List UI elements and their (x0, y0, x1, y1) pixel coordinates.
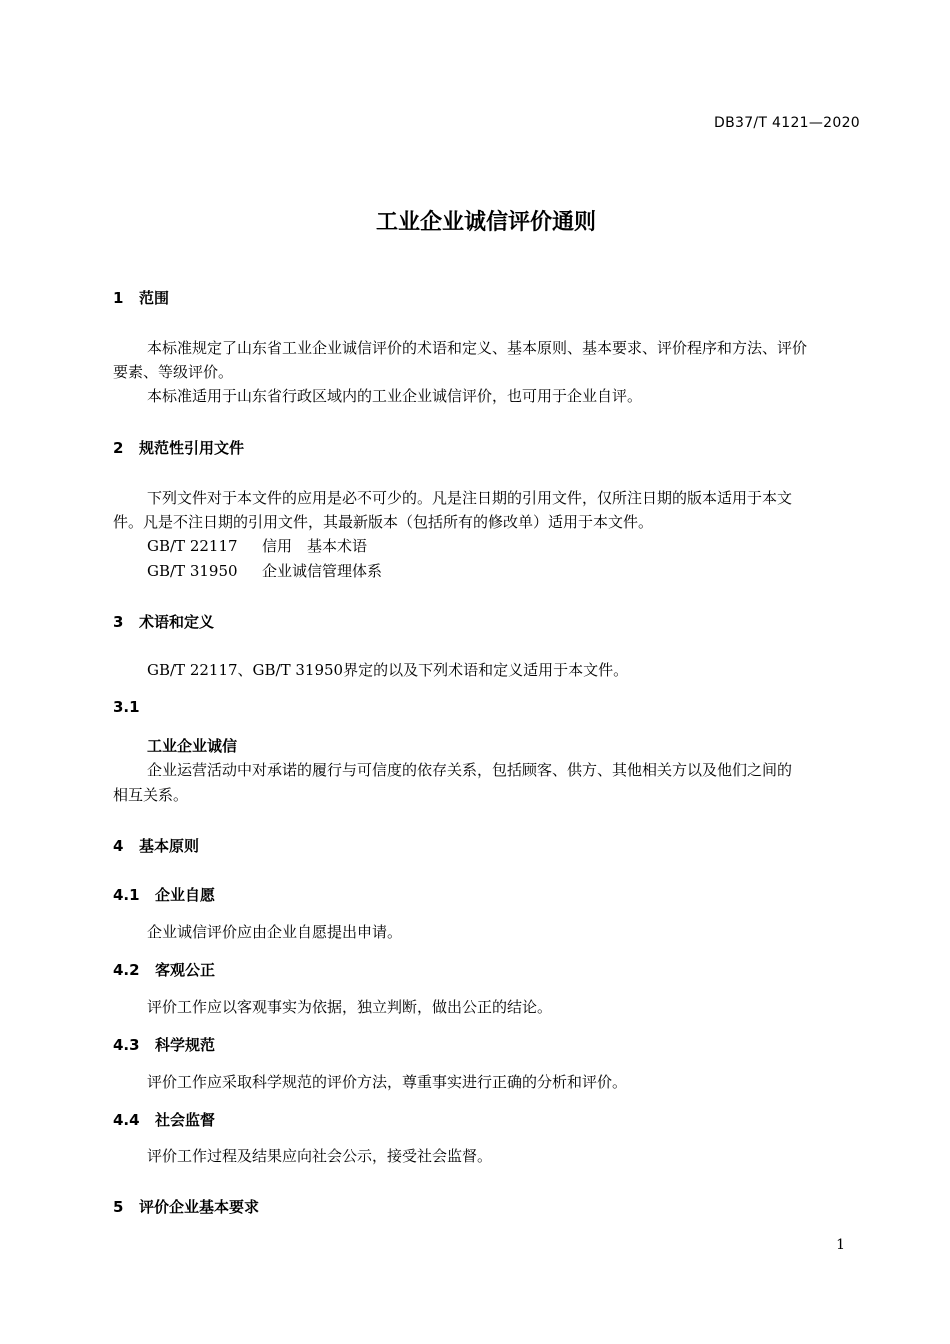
page-number: 1 (836, 1237, 845, 1253)
paragraph-line: 评价工作应以客观事实为依据，独立判断，做出公正的结论。 (147, 998, 553, 1016)
paragraph-line: 本标准适用于山东省行政区域内的工业企业诚信评价，也可用于企业自评。 (147, 387, 643, 405)
subsection-title: 科学规范 (155, 1036, 216, 1054)
document-code: DB37/T 4121—2020 (714, 115, 860, 131)
section-number: 2 (113, 439, 124, 457)
term-definition-line: 相互关系。 (113, 786, 189, 804)
section-title: 范围 (139, 289, 170, 307)
paragraph-line: 要素、等级评价。 (113, 363, 234, 381)
term-number: 3.1 (113, 698, 140, 716)
section-heading-1 (113, 287, 169, 308)
reference-item (147, 534, 367, 558)
paragraph-line: GB/T 22117、GB/T 31950界定的以及下列术语和定义适用于本文件。 (147, 661, 629, 679)
section-title: 术语和定义 (139, 613, 215, 631)
reference-name: 企业诚信管理体系 (262, 562, 383, 580)
subsection-heading (113, 884, 215, 905)
subsection-number: 4.1 (113, 886, 140, 904)
section-number: 4 (113, 837, 124, 855)
section-title: 基本原则 (139, 837, 200, 855)
subsection-title: 社会监督 (155, 1111, 216, 1129)
subsection-heading (113, 1109, 215, 1130)
reference-name: 信用 基本术语 (262, 537, 368, 555)
section-title: 规范性引用文件 (139, 439, 245, 457)
subsection-number: 4.2 (113, 961, 140, 979)
subsection-title: 企业自愿 (155, 886, 216, 904)
paragraph-line: 下列文件对于本文件的应用是必不可少的。凡是注日期的引用文件，仅所注日期的版本适用于本文 (147, 489, 793, 507)
paragraph-line: 评价工作过程及结果应向社会公示，接受社会监督。 (147, 1147, 493, 1165)
reference-item (147, 559, 382, 583)
subsection-heading (113, 1034, 215, 1055)
reference-code: GB/T 31950 (147, 562, 238, 580)
section-heading-5 (113, 1196, 259, 1217)
term-name: 工业企业诚信 (147, 737, 238, 755)
paragraph-line: 本标准规定了山东省工业企业诚信评价的术语和定义、基本原则、基本要求、评价程序和方法、评价 (147, 339, 808, 357)
paragraph-line: 件。凡是不注日期的引用文件，其最新版本（包括所有的修改单）适用于本文件。 (113, 513, 654, 531)
section-heading-3 (113, 611, 214, 632)
section-heading-4 (113, 835, 199, 856)
subsection-title: 客观公正 (155, 961, 216, 979)
section-title: 评价企业基本要求 (139, 1198, 260, 1216)
subsection-number: 4.3 (113, 1036, 140, 1054)
subsection-heading (113, 959, 215, 980)
section-number: 1 (113, 289, 124, 307)
paragraph-line: 企业诚信评价应由企业自愿提出申请。 (147, 923, 403, 941)
document-title: 工业企业诚信评价通则 (375, 210, 596, 235)
section-number: 5 (113, 1198, 124, 1216)
section-number: 3 (113, 613, 124, 631)
term-definition-line: 企业运营活动中对承诺的履行与可信度的依存关系，包括顾客、供方、其他相关方以及他们之间的 (147, 761, 793, 779)
paragraph-line: 评价工作应采取科学规范的评价方法，尊重事实进行正确的分析和评价。 (147, 1073, 628, 1091)
subsection-number: 4.4 (113, 1111, 140, 1129)
section-heading-2 (113, 437, 244, 458)
reference-code: GB/T 22117 (147, 537, 238, 555)
